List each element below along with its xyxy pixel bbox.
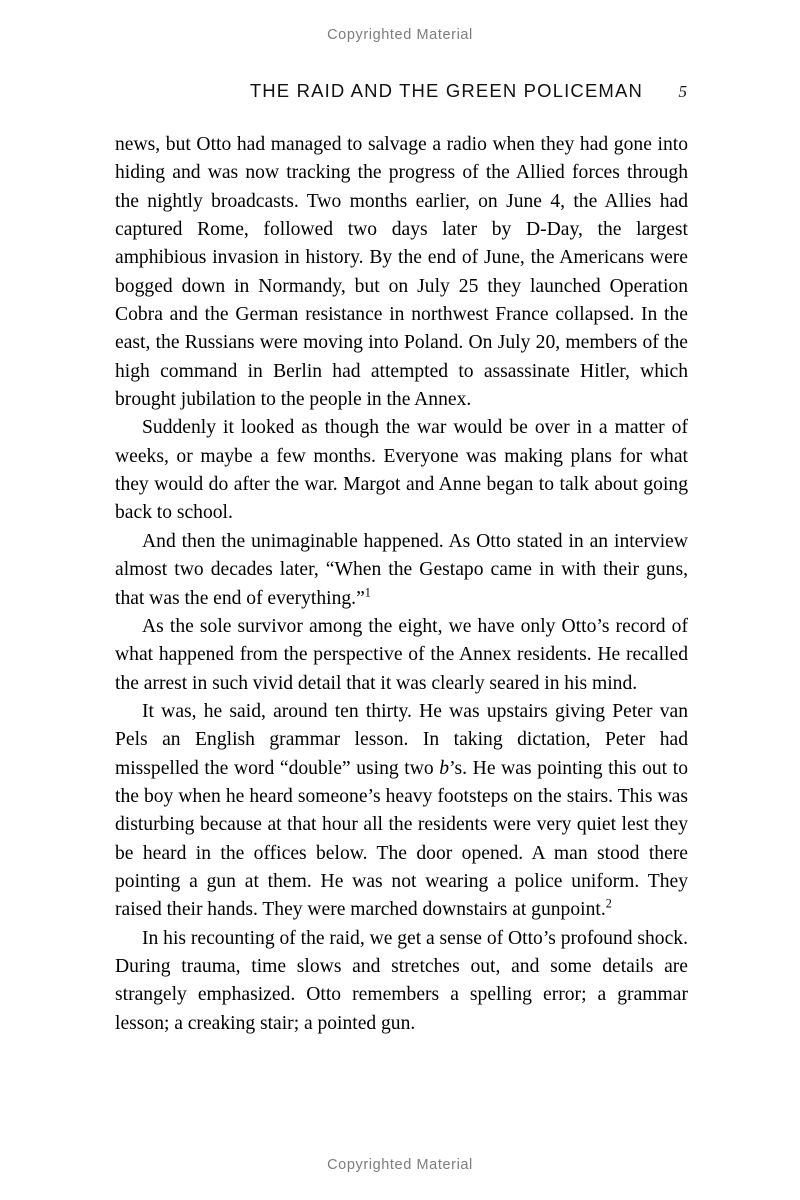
page-number: 5 [678, 82, 687, 101]
footnote-marker-2: 2 [605, 896, 612, 911]
body-text-block [115, 131, 688, 1038]
watermark-bottom: Copyrighted Material [327, 1157, 473, 1173]
paragraph-5 [115, 698, 688, 925]
paragraph-1: news, but Otto had managed to salvage a radio when they had gone into hiding and was now tracking the progress of the Allied forces through the nightly broadcasts. Two months earlier, on June 4, the Allies had captured Rome, followed two days later by D-Day, the largest amphibious invasion in history. By the end of June, the Americans were bogged down in Normandy, but on July 25 they launched Operation Cobra and the German resistance in northwest France collapsed. In the east, the Russians were moving into Poland. On July 20, members of the high command in Berlin had attempted to assassinate Hitler, which brought jubilation to the people in the Annex. [115, 134, 688, 411]
running-head [115, 80, 687, 104]
paragraph-5-italic-letter: b [439, 757, 450, 779]
paragraph-2: Suddenly it looked as though the war would be over in a matter of weeks, or maybe a few months. Everyone was making plans for what they would do after the war. Margot and Anne began to talk about going back to school. [115, 417, 688, 524]
running-head-title: THE RAID AND THE GREEN POLICEMAN [249, 80, 643, 101]
paragraph-5-segment-1: It was, he said, around ten thirty. He was upstairs giving Peter van Pels an English grammar lesson. In taking dictation, Peter had misspelled the word “double” using two [115, 700, 688, 779]
footnote-marker-1: 1 [364, 584, 371, 599]
watermark-top: Copyrighted Material [327, 27, 473, 43]
paragraph-6: In his recounting of the raid, we get a sense of Otto’s profound shock. During trauma, time slows and stretches out, and some details are strangely emphasized. Otto remembers a spelling error; a grammar lesson; a creaking stair; a pointed gun. [115, 927, 688, 1034]
paragraph-3-text: And then the unimaginable happened. As Otto stated in an interview almost two decades later, “When the Gestapo came in with their guns, that was the end of everything.” [115, 530, 688, 609]
paragraph-5-segment-2: ’s. He was pointing this out to the boy when he heard someone’s heavy footsteps on the stairs. This was disturbing because at that hour all the residents were very quiet lest they be heard in the offices below. The door opened. A man stood there pointing a gun at them. He was not wearing a police uniform. They raised their hands. They were marched downstairs at gunpoint. [115, 757, 688, 921]
paragraph-3 [115, 528, 688, 613]
paragraph-4: As the sole survivor among the eight, we have only Otto’s record of what happened from the perspective of the Annex residents. He recalled the arrest in such vivid detail that it was clearly seared in his mind. [115, 615, 688, 694]
